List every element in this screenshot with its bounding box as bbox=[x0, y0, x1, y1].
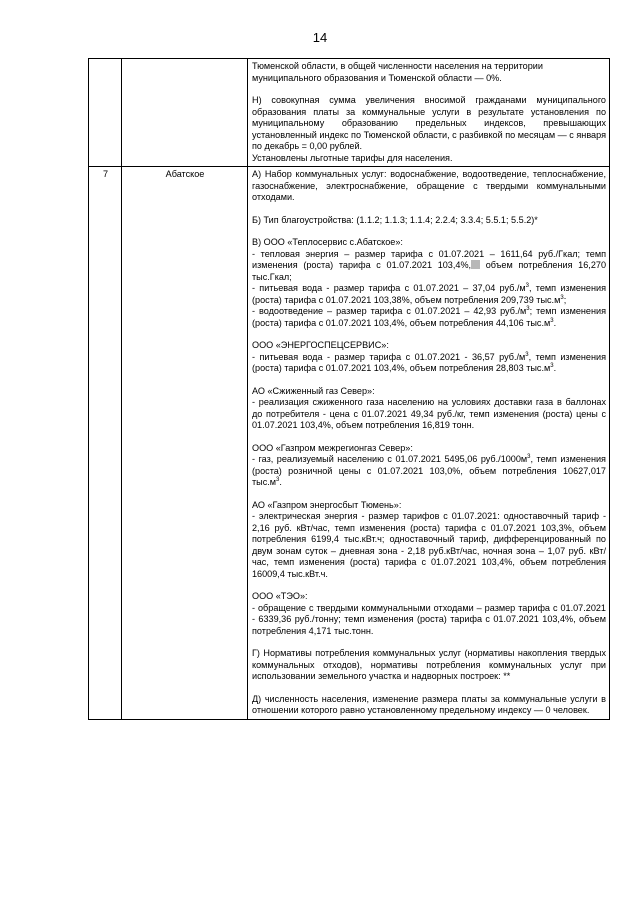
tariff-line: - газ, реализуемый населению с 01.07.2021 5495,06 $руб./1000м^3$, темп изменения (роста) розничной цены с 01.07.2021 103,0%, объем потребления 10627,017 $тыс.м^3$. bbox=[252, 453, 606, 487]
table-row bbox=[89, 167, 610, 720]
paragraph-b: Б) Тип благоустройства: (1.1.2; 1.1.3; 1.1.4; 2.2.4; 3.3.4; 5.5.1; 5.5.2)* bbox=[252, 214, 538, 225]
org-title: ООО «Газпром межрегионгаз Север»: bbox=[252, 442, 413, 453]
paragraph-a: А) Набор коммунальных услуг: водоснабжение, водоотведение, теплоснабжение, газоснабжение, электроснабжение, обращение с твердыми коммунальными отходами. bbox=[252, 169, 606, 202]
table-row bbox=[89, 59, 610, 167]
org-title: ООО «ЭНЕРГОСПЕЦСЕРВИС»: bbox=[252, 340, 389, 350]
tariff-line: - водоотведение – размер тарифа с 01.07.2021 – 42,93 $руб./м^3$; темп изменения (роста) тарифа с 01.07.2021 103,4%, объем потребления 44,106 $тыс.м^3$. bbox=[252, 305, 607, 328]
tariff-table bbox=[88, 58, 610, 720]
tariff-line: - тепловая энергия – размер тарифа с 01.07.2021 – 1611,64 руб./Гкал; темп изменения (роста) тарифа с 01.07.2021 103,4%, объем потребления 16,270 тыс.Гкал; bbox=[252, 248, 606, 282]
municipality-name: Абатское bbox=[122, 167, 248, 720]
paragraph-g: Г) Нормативы потребления коммунальных услуг (нормативы накопления твердых коммунальных отходов), нормативы потребления коммунальных услуг при использовании земельного участка и надворных построек: ** bbox=[252, 648, 606, 681]
details-cell bbox=[248, 167, 610, 720]
tariff-line: - обращение с твердыми коммунальными отходами – размер тарифа с 01.07.2021 - 6339,36 руб./тонну; темп изменения (роста) тарифа с 01.07.2021 103,4%, объем потребления 4,171 тыс.тонн. bbox=[252, 602, 606, 636]
org-title: В) ООО «Теплосервис с.Абатское»: bbox=[252, 237, 403, 247]
org-title: АО «Газпром энергосбыт Тюмень»: bbox=[252, 499, 402, 510]
page-number: 14 bbox=[312, 30, 328, 45]
paragraph: Установлены льготные тарифы для населения. bbox=[252, 152, 453, 163]
paragraph: Тюменской области, в общей численности населения на территории муниципального образования и Тюменской области — 0%. bbox=[252, 61, 543, 83]
details-cell bbox=[248, 59, 610, 167]
row-number: 7 bbox=[89, 167, 122, 720]
paragraph: Н) совокупная сумма увеличения вносимой гражданами муниципального образования платы за коммунальные услуги в результате установления по муниципальному образованию предельных индексов, превышающих установленный индекс по Тюменской области, с разбивкой по месяцам — с января по декабрь = 0,00 рублей. bbox=[252, 95, 606, 151]
org-title: ООО «ТЭО»: bbox=[252, 591, 308, 601]
tariff-line: - питьевая вода - размер тарифа с 01.07.2021 – 37,04 $руб./м^3$, темп изменения (роста) тарифа с 01.07.2021 103,38%, объем потребления 209,739 $тыс.м^3$; bbox=[252, 282, 606, 305]
redaction-mark bbox=[471, 260, 480, 269]
tariff-line: - реализация сжиженного газа населению на условиях доставки газа в баллонах до потребителя - цена с 01.07.2021 49,34 руб./кг, темп изменения (роста) цены с 01.07.2021 103,4%, объем потребления 16,819 тонн. bbox=[252, 397, 606, 430]
tariff-line: - питьевая вода - размер тарифа с 01.07.2021 - 36,57 $руб./м^3$, темп изменения (роста) тарифа с 01.07.2021 103,4%, объем потребления 28,803 $тыс.м^3$. bbox=[252, 351, 606, 373]
tariff-line: - электрическая энергия - размер тарифов с 01.07.2021: одноставочный тариф - 2,16 руб. кВт/час, темп изменения (роста) тарифа с 01.07.2021 103,3%, объем потребления 6199,4 тыс.кВт.ч; одноставочный тариф, дифференцированный по двум зонам суток – дневная зона - 2,18 руб.кВт/час, ночная зона – 1,07 руб. кВт/час, темп изменения (роста) тарифа с 01.07.2021 103,4%, объем потребления 16009,4 тыс.кВт.ч. bbox=[252, 511, 606, 579]
org-title: АО «Сжиженный газ Север»: bbox=[252, 385, 375, 396]
row-number-cell bbox=[89, 59, 122, 167]
paragraph-d: Д) численность населения, изменение размера платы за коммунальные услуги в отношении которого равно установленному предельному индексу — 0 человек. bbox=[252, 693, 606, 715]
municipality-cell bbox=[122, 59, 248, 167]
